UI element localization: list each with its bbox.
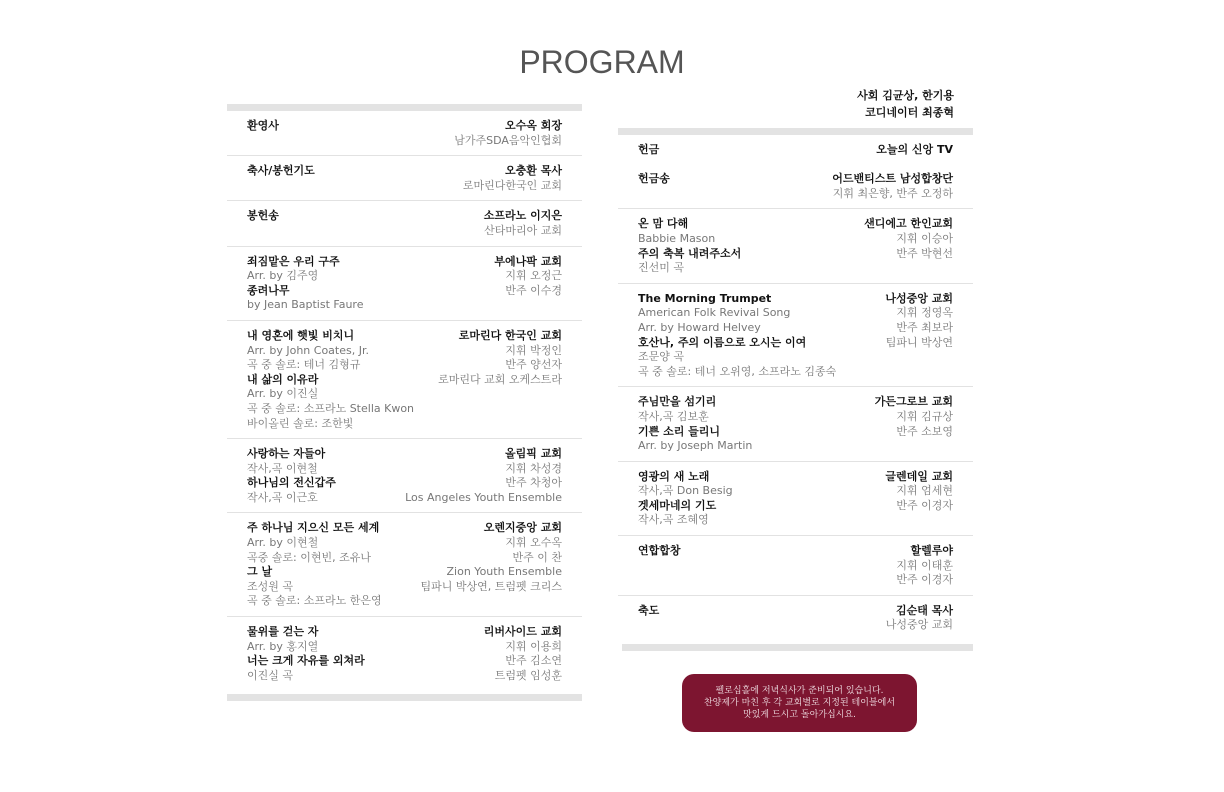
program-heading: 내 삶의 이유라: [247, 372, 319, 386]
program-heading: 환영사: [247, 119, 279, 132]
program-heading: 글렌데일 교회: [885, 469, 953, 483]
program-detail: 반주 김소연: [505, 654, 562, 668]
program-detail: 곡 중 솔로: 테너 김형규: [247, 358, 361, 372]
program-detail: 작사,곡 김보훈: [638, 409, 709, 423]
program-heading: 종려나무: [247, 283, 290, 297]
program-detail: 반주 박현선: [896, 246, 953, 260]
program-item: [227, 111, 582, 156]
program-detail: Arr. by 김주영: [247, 269, 319, 283]
program-heading: 할렐루야: [910, 544, 953, 558]
program-heading: 축사/봉헌기도: [247, 164, 315, 178]
program-detail: [638, 158, 670, 173]
program-item: [227, 247, 582, 321]
program-item-performer-block: [484, 625, 562, 683]
program-item: [227, 513, 582, 617]
program-item-performer-block: [885, 470, 953, 528]
program-detail: 조성원 곡: [247, 579, 294, 593]
program-heading: 로마린다 한국인 교회: [458, 328, 562, 342]
program-item-performer-block: [885, 292, 953, 380]
program-item: [227, 156, 582, 201]
program-item: [618, 209, 973, 283]
program-item-title-block: [247, 164, 315, 193]
program-item-title-block: [638, 395, 752, 453]
program-item: [618, 284, 973, 388]
program-heading: 온 맘 다해: [638, 217, 689, 231]
program-detail: 지휘 박정인: [505, 343, 562, 357]
program-detail: 남가주SDA음악인협회: [454, 133, 562, 147]
program-heading: 주 하나님 지으신 모든 세계: [247, 521, 380, 535]
program-heading: 축도: [638, 603, 660, 617]
program-item-performer-block: [832, 143, 953, 201]
program-heading: 부에나팍 교회: [494, 254, 562, 268]
program-detail: 바이올린 솔로: 조한빛: [247, 416, 354, 430]
program-heading: 리버사이드 교회: [483, 625, 562, 639]
program-detail: American Folk Revival Song: [638, 306, 791, 320]
program-heading: 오수옥 회장: [505, 119, 562, 132]
column-top-bar: [227, 104, 582, 111]
program-item-title-block: [247, 255, 363, 313]
program-heading: 너는 크게 자유를 외쳐라: [247, 654, 365, 668]
program-heading: 헌금: [638, 143, 660, 156]
notice-line: 맛있게 드시고 돌아가십시요.: [743, 710, 856, 720]
program-item-performer-block: [463, 164, 562, 193]
program-detail: 조문양 곡: [638, 350, 685, 364]
program-detail: 반주 이경자: [896, 498, 953, 512]
program-heading: 주의 축복 내려주소서: [638, 246, 742, 260]
program-detail: 나성중앙 교회: [885, 618, 953, 632]
program-item: [227, 439, 582, 513]
program-heading: 내 영혼에 햇빛 비치니: [247, 328, 355, 342]
program-detail: Arr. by Howard Helvey: [638, 320, 761, 334]
program-detail: 작사,곡 이현철: [247, 461, 318, 475]
program-detail: 지휘 차성경: [505, 461, 562, 475]
program-item-performer-block: [896, 544, 953, 588]
program-detail: 반주 양선자: [505, 358, 562, 372]
program-item-title-block: [247, 625, 365, 683]
program-list-left: [227, 111, 582, 690]
program-heading: 연합합창: [638, 544, 681, 558]
program-heading: 사랑하는 자들아: [247, 447, 326, 461]
program-item-title-block: [638, 604, 659, 633]
program-item: [618, 462, 973, 536]
program-item-performer-block: [438, 329, 562, 431]
program-heading: 나성중앙 교회: [885, 291, 953, 305]
program-detail: 반주 차청아: [505, 476, 562, 490]
program-list-right: [618, 135, 973, 640]
program-detail: 지휘 엄세현: [896, 484, 953, 498]
column-bottom-bar: [227, 694, 582, 701]
program-detail: 진선미 곡: [638, 261, 685, 275]
program-detail: Arr. by 이현철: [247, 536, 319, 550]
column-bottom-bar: [622, 644, 973, 651]
program-heading: 샌디에고 한인교회: [864, 217, 953, 231]
program-heading: 봉헌송: [247, 209, 279, 223]
program-detail: Arr. by 홍지열: [247, 639, 319, 653]
program-detail: [950, 158, 954, 173]
program-detail: 로마린다 교회 오케스트라: [438, 372, 562, 386]
mc-line: 사회 김균상, 한기용: [857, 89, 954, 102]
program-heading: The Morning Trumpet: [638, 291, 772, 305]
program-heading: 죄짐맡은 우리 구주: [247, 254, 340, 268]
program-detail: 지휘 김규상: [896, 409, 953, 423]
column-top-bar: [618, 128, 973, 135]
program-item-title-block: [638, 143, 670, 201]
mc-credits: [800, 87, 954, 121]
program-heading: 헌금송: [638, 172, 670, 186]
program-item-performer-block: [405, 447, 562, 505]
program-item-performer-block: [864, 217, 953, 275]
program-detail: 반주 이수경: [505, 283, 562, 297]
program-heading: 오렌지중앙 교회: [483, 521, 562, 535]
program-item-title-block: [247, 329, 414, 431]
program-item-title-block: [638, 544, 681, 588]
program-item-title-block: [247, 521, 382, 609]
notice-line: 찬양제가 마친 후 각 교회별로 지정된 테이블에서: [703, 698, 896, 708]
program-item-performer-block: [886, 604, 953, 633]
program-item-title-block: [247, 119, 279, 148]
program-item-performer-block: [484, 209, 562, 238]
program-heading: 김순태 목사: [896, 603, 953, 617]
program-heading: 하나님의 전신갑주: [247, 476, 336, 490]
program-item-performer-block: [875, 395, 953, 453]
program-detail: 로마린다한국인 교회: [462, 178, 562, 192]
program-heading: 호산나, 주의 이름으로 오시는 이여: [638, 335, 807, 349]
program-heading: 겟세마네의 기도: [638, 498, 717, 512]
program-detail: Zion Youth Ensemble: [446, 565, 562, 579]
program-heading: 오충환 목사: [505, 164, 562, 178]
program-detail: 반주 소보영: [896, 424, 953, 438]
program-detail: 작사,곡 조혜영: [638, 513, 709, 527]
program-detail: Los Angeles Youth Ensemble: [405, 490, 562, 504]
program-detail: Arr. by 이진실: [247, 387, 319, 401]
program-detail: 트럼펫 임성훈: [494, 668, 562, 682]
program-item: [618, 536, 973, 596]
program-detail: 반주 이 찬: [512, 550, 562, 564]
program-detail: 곡 중 솔로: 테너 오위영, 소프라노 김종숙: [638, 364, 837, 378]
program-heading: 기쁜 소리 들리니: [638, 424, 721, 438]
program-item-title-block: [247, 447, 336, 505]
program-item-title-block: [638, 470, 733, 528]
program-detail: 팀파니 박상연, 트럼펫 크리스: [420, 579, 562, 593]
program-item-title-block: [638, 217, 741, 275]
coordinator-line: 코디네이터 최종혁: [865, 106, 954, 119]
program-detail: 팀파니 박상연: [885, 335, 953, 349]
program-heading: 그 날: [247, 565, 273, 579]
program-heading: 물위를 걷는 자: [247, 625, 319, 639]
program-detail: 지휘 정영옥: [896, 306, 953, 320]
program-detail: 곡 중 솔로: 소프라노 한은영: [247, 594, 382, 608]
program-item: [618, 135, 973, 209]
program-detail: 작사,곡 Don Besig: [638, 484, 733, 498]
program-heading: 어드밴티스트 남성합창단: [832, 172, 953, 186]
dinner-notice: [682, 674, 917, 732]
program-detail: 지휘 오수옥: [505, 536, 562, 550]
program-heading: 가든그로브 교회: [874, 395, 953, 409]
program-item: [227, 321, 582, 439]
program-detail: 곡중 솔로: 이현빈, 조유나: [247, 550, 371, 564]
program-detail: Babbie Mason: [638, 231, 716, 245]
program-detail: by Jean Baptist Faure: [247, 298, 364, 312]
program-item: [618, 596, 973, 640]
program-detail: 곡 중 솔로: 소프라노 Stella Kwon: [247, 401, 415, 415]
program-item-performer-block: [454, 119, 562, 148]
page-title: PROGRAM: [519, 44, 685, 80]
program-detail: 작사,곡 이근호: [247, 490, 318, 504]
program-detail: 산타마리아 교회: [484, 223, 562, 237]
program-item-performer-block: [421, 521, 563, 609]
program-heading: 주님만을 섬기리: [638, 395, 717, 409]
program-detail: 반주 이경자: [896, 573, 953, 587]
program-heading: 오늘의 신앙 TV: [876, 143, 953, 156]
notice-line: 펠로십홀에 저녁식사가 준비되어 있습니다.: [715, 686, 884, 696]
program-heading: 소프라노 이지은: [483, 209, 562, 223]
program-column-left: [227, 104, 582, 701]
program-item-title-block: [638, 292, 836, 380]
program-detail: 반주 최보라: [896, 320, 953, 334]
program-detail: 지휘 이승아: [896, 231, 953, 245]
program-detail: 이진실 곡: [247, 668, 294, 682]
program-detail: 지휘 이태훈: [896, 558, 953, 572]
program-column-right: [618, 128, 973, 651]
program-item-title-block: [247, 209, 279, 238]
program-heading: 올림픽 교회: [505, 447, 562, 461]
program-detail: 지휘 이용희: [505, 639, 562, 653]
program-item: [618, 387, 973, 461]
program-item: [227, 201, 582, 246]
program-item-performer-block: [494, 255, 562, 313]
program-heading: 영광의 새 노래: [638, 469, 710, 483]
program-item: [227, 617, 582, 690]
program-detail: 지휘 최은향, 반주 오정하: [832, 186, 953, 200]
program-detail: 지휘 오정근: [505, 269, 562, 283]
program-detail: Arr. by Joseph Martin: [638, 439, 753, 453]
program-detail: Arr. by John Coates, Jr.: [247, 343, 369, 357]
